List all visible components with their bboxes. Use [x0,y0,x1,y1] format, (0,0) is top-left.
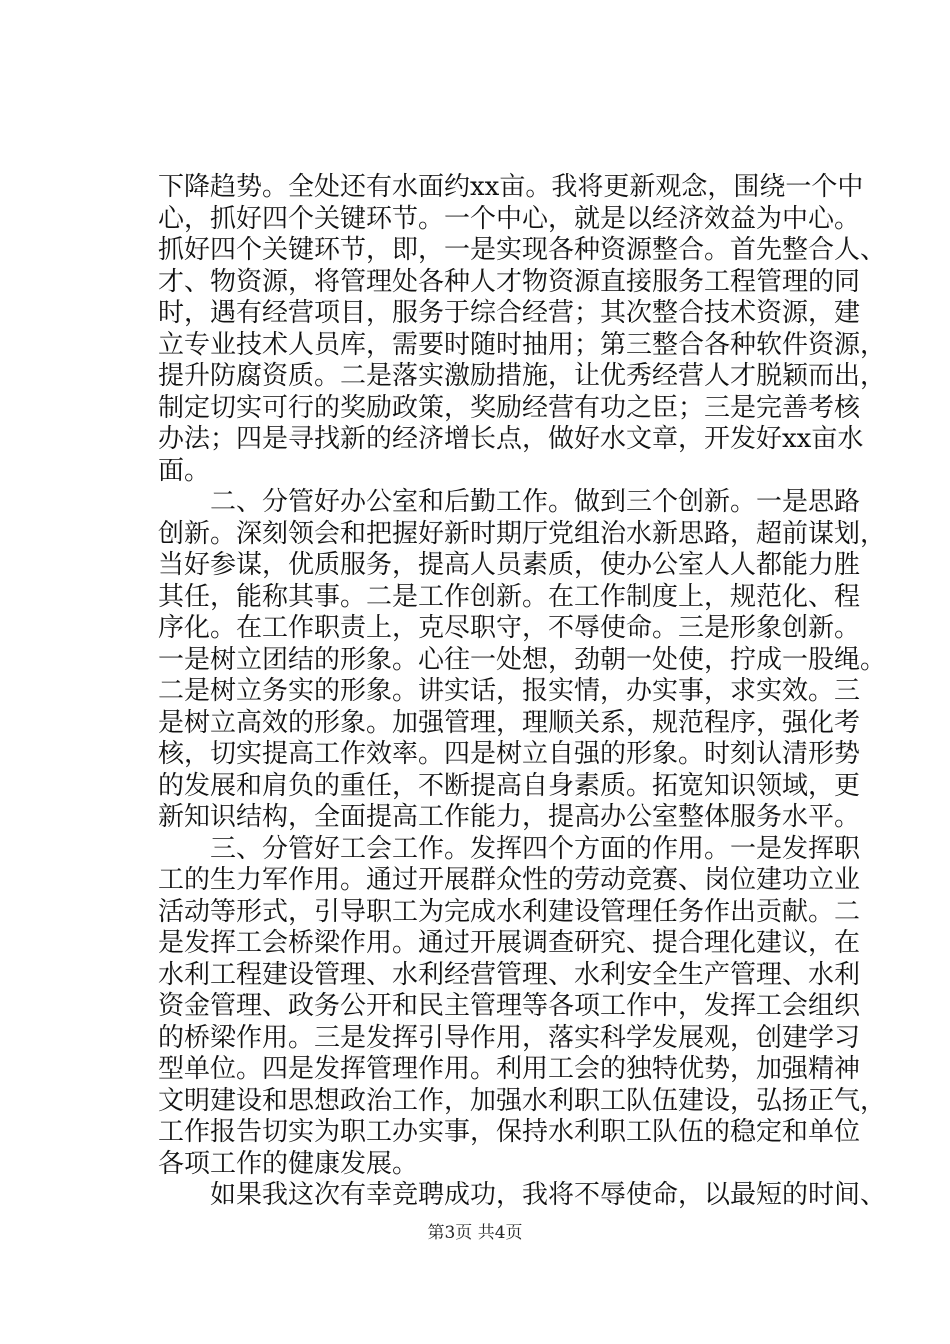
text-line: 二是树立务实的形象。讲实话，报实情，办实事，求实效。三 [158,676,861,706]
text-line: 三、分管好工会工作。发挥四个方面的作用。一是发挥职 [210,833,861,864]
text-line: 提升防腐资质。二是落实激励措施，让优秀经营人才脱颖而出， [158,361,887,391]
text-line: 核，切实提高工作效率。四是树立自强的形象。时刻认清形势 [158,739,861,769]
text-line: 文明建设和思想政治工作，加强水利职工队伍建设，弘扬正气， [158,1085,887,1116]
text-line: 型单位。四是发挥管理作用。利用工会的独特优势，加强精神 [158,1054,861,1084]
text-line: 心，抓好四个关键环节。一个中心，就是以经济效益为中心。 [158,203,861,234]
page-number: 第3页 共4页 [427,1223,523,1243]
text-line: 才、物资源，将管理处各种人才物资源直接服务工程管理的同 [158,266,861,297]
text-line: 下降趋势。全处还有水面约xx亩。我将更新观念，围绕一个中 [158,172,864,202]
text-line: 创新。深刻领会和把握好新时期厅党组治水新思路，超前谋划， [158,518,887,549]
text-line: 立专业技术人员库，需要时随时抽用；第三整合各种软件资源， [158,329,887,360]
paragraph-4 [158,1180,887,1212]
text-line: 的桥梁作用。三是发挥引导作用，落实科学发展观，创建学习 [158,1022,861,1053]
text-line: 时，遇有经营项目，服务于综合经营；其次整合技术资源，建 [158,298,861,328]
text-line: 其任，能称其事。二是工作创新。在工作制度上，规范化、程 [158,581,861,612]
text-line: 一是树立团结的形象。心往一处想，劲朝一处使，拧成一股绳。 [158,644,887,675]
text-line: 是发挥工会桥梁作用。通过开展调查研究、提合理化建议，在 [158,928,861,958]
paragraph-2 [158,487,887,834]
text-line: 资金管理、政务公开和民主管理等各项工作中，发挥工会组织 [158,991,861,1021]
text-line: 办法；四是寻找新的经济增长点，做好水文章，开发好xx亩水 [158,424,864,454]
text-line: 当好参谋，优质服务，提高人员素质，使办公室人人都能力胜 [158,550,861,580]
text-line: 新知识结构，全面提高工作能力，提高办公室整体服务水平。 [158,802,861,832]
text-line: 制定切实可行的奖励政策，奖励经营有功之臣；三是完善考核 [158,392,861,423]
body-text [158,172,887,1212]
paragraph-3 [158,833,887,1181]
text-line: 水利工程建设管理、水利经营管理、水利安全生产管理、水利 [158,959,861,990]
text-line: 工的生力军作用。通过开展群众性的劳动竞赛、岗位建功立业 [158,865,861,895]
text-line: 二、分管好办公室和后勤工作。做到三个创新。一是思路 [210,487,861,517]
paragraph-1 [158,172,887,487]
text-line: 各项工作的健康发展。 [158,1148,419,1179]
text-line: 是树立高效的形象。加强管理，理顺关系，规范程序，强化考 [158,707,861,738]
text-line: 面。 [158,455,211,486]
text-line: 的发展和肩负的重任，不断提高自身素质。拓宽知识领域，更 [158,770,861,801]
text-line: 工作报告切实为职工办实事，保持水利职工队伍的稳定和单位 [158,1117,861,1147]
text-line: 序化。在工作职责上，克尽职守，不辱使命。三是形象创新。 [158,613,861,643]
text-line: 如果我这次有幸竞聘成功，我将不辱使命，以最短的时间、 [210,1180,887,1210]
text-line: 抓好四个关键环节，即，一是实现各种资源整合。首先整合人、 [158,235,887,265]
text-line: 活动等形式，引导职工为完成水利建设管理任务作出贡献。二 [158,896,861,927]
